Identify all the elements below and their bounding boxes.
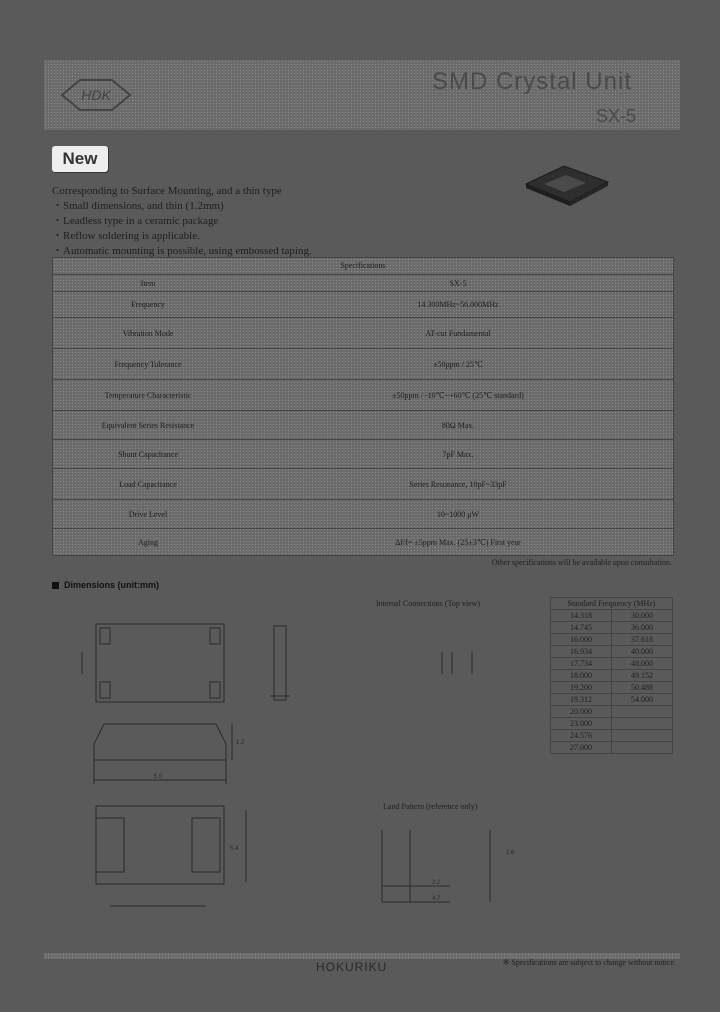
- crystal-chip-icon: [520, 162, 612, 208]
- table-row: [551, 730, 673, 742]
- spec-value: ±50ppm / 25℃: [433, 359, 483, 369]
- table-row: [53, 411, 673, 440]
- spec-value: AT-cut Fundamental: [425, 328, 491, 338]
- freq-cell: 27.000: [551, 742, 612, 754]
- spec-item: Shunt Capacitance: [118, 449, 178, 459]
- land-pattern-title: Land Pattern (reference only): [383, 802, 478, 811]
- freq-cell: 17.734: [551, 658, 612, 670]
- table-row: [53, 440, 673, 469]
- freq-cell: 20.000: [551, 706, 612, 718]
- table-row: [551, 622, 673, 634]
- intro-bullet: ・Reflow soldering is applicable.: [52, 230, 200, 242]
- internal-connections-title: Internal Connections (Top view): [376, 599, 481, 608]
- standard-frequency-table: [550, 597, 673, 754]
- height-dim: 1.2: [236, 740, 245, 746]
- spec-heading: Specifications: [53, 258, 673, 275]
- bottom-view-drawing: [96, 806, 246, 906]
- land-width-dim: 4.7: [432, 896, 441, 902]
- dimensions-title: Dimensions (unit:mm): [52, 580, 159, 590]
- freq-cell: 14.318: [551, 610, 612, 622]
- spec-value: SX-5: [449, 278, 467, 288]
- pitch-dim: 5.4: [230, 846, 239, 852]
- freq-cell: 23.000: [551, 718, 612, 730]
- table-row: [551, 646, 673, 658]
- svg-text:HDK: HDK: [81, 87, 111, 103]
- freq-cell: 19.312: [551, 694, 612, 706]
- header-banner: [44, 60, 680, 130]
- freq-cell: 18.000: [551, 670, 612, 682]
- footer-note: ※ Specifications are subject to change without notice.: [502, 958, 676, 967]
- freq-cell: [612, 742, 673, 754]
- model-label: SX-5: [595, 106, 636, 126]
- table-row: [551, 742, 673, 754]
- table-row: [551, 670, 673, 682]
- freq-cell: 40.000: [612, 646, 673, 658]
- spec-value: 7pF Max.: [442, 449, 474, 459]
- table-row: [53, 318, 673, 349]
- land-gap-dim: 2.2: [432, 880, 441, 886]
- top-view-drawing: [96, 624, 224, 702]
- land-pattern-drawing: [372, 820, 522, 920]
- spec-item: Item: [140, 278, 156, 288]
- freq-cell: 14.745: [551, 622, 612, 634]
- width-dim: 5.0: [153, 774, 163, 780]
- freq-cell: 19.200: [551, 682, 612, 694]
- intro-bullet: ・Leadless type in a ceramic package: [52, 215, 219, 227]
- table-row: [551, 706, 673, 718]
- freq-cell: 50.488: [612, 682, 673, 694]
- freq-cell: [612, 730, 673, 742]
- intro-heading: Corresponding to Surface Mounting, and a thin type: [52, 185, 282, 197]
- table-row: [53, 469, 673, 500]
- table-row: [53, 292, 673, 318]
- spec-value: Series Resonance, 10pF~33pF: [409, 479, 507, 489]
- spec-value: 80Ω Max.: [441, 420, 475, 430]
- brand-logo: HOKURIKU: [316, 960, 388, 974]
- table-row: [53, 529, 673, 555]
- spec-item: Temperature Characteristic: [104, 390, 192, 400]
- table-row: [551, 610, 673, 622]
- intro-bullet: ・Small dimensions, and thin (1.2mm): [52, 200, 224, 212]
- front-view-drawing: [94, 724, 245, 784]
- spec-item: Aging: [138, 537, 158, 547]
- internal-connections-diagram: [82, 652, 440, 674]
- freq-cell: 30.000: [612, 610, 673, 622]
- freq-cell: 37.618: [612, 634, 673, 646]
- spec-item: Drive Level: [128, 509, 168, 519]
- table-row: [551, 658, 673, 670]
- hdk-logo-icon: [58, 76, 134, 114]
- freq-cell: 36.000: [612, 622, 673, 634]
- table-row: [551, 634, 673, 646]
- table-row: [53, 500, 673, 529]
- freq-cell: 16.934: [551, 646, 612, 658]
- table-row: [551, 598, 673, 610]
- side-view-drawing: [270, 626, 290, 700]
- spec-item: Frequency: [131, 300, 165, 309]
- spec-value: 14.300MHz~56.000MHz: [417, 300, 499, 309]
- spec-value: ±50ppm / -10℃~+60℃ (25℃ standard): [392, 390, 524, 400]
- specifications-table: [52, 257, 674, 556]
- freq-cell: 54.000: [612, 694, 673, 706]
- table-row: [551, 694, 673, 706]
- table-row: [551, 682, 673, 694]
- table-row: [551, 718, 673, 730]
- spec-item: Frequency Tolerance: [114, 359, 182, 369]
- intro-bullet: ・Automatic mounting is possible, using embossed taping.: [52, 245, 312, 257]
- intro-text: [52, 184, 312, 259]
- table-row: [53, 349, 673, 380]
- spec-item: Equivalent Series Resistance: [101, 420, 195, 430]
- crystal-symbol-icon: [436, 648, 480, 678]
- freq-cell: 49.152: [612, 670, 673, 682]
- spec-item: Vibration Mode: [122, 328, 174, 338]
- freq-cell: 24.576: [551, 730, 612, 742]
- specs-note: Other specifications will be available upon consultation.: [491, 558, 672, 567]
- spec-value: Δf/f= ±5ppm Max. (25±3℃) First year: [395, 537, 521, 547]
- freq-cell: [612, 706, 673, 718]
- freq-cell: 16.000: [551, 634, 612, 646]
- std-freq-header: Standard Frequency (MHz): [551, 598, 673, 610]
- spec-item: Load Capacitance: [119, 479, 177, 489]
- new-badge: New: [52, 146, 108, 172]
- table-row: [53, 275, 673, 292]
- spec-value: 10~1000 μW: [436, 509, 480, 519]
- table-row: [53, 380, 673, 411]
- freq-cell: [612, 718, 673, 730]
- product-title: SMD Crystal Unit: [431, 68, 632, 95]
- freq-cell: 48.000: [612, 658, 673, 670]
- land-height-dim: 2.6: [506, 850, 515, 856]
